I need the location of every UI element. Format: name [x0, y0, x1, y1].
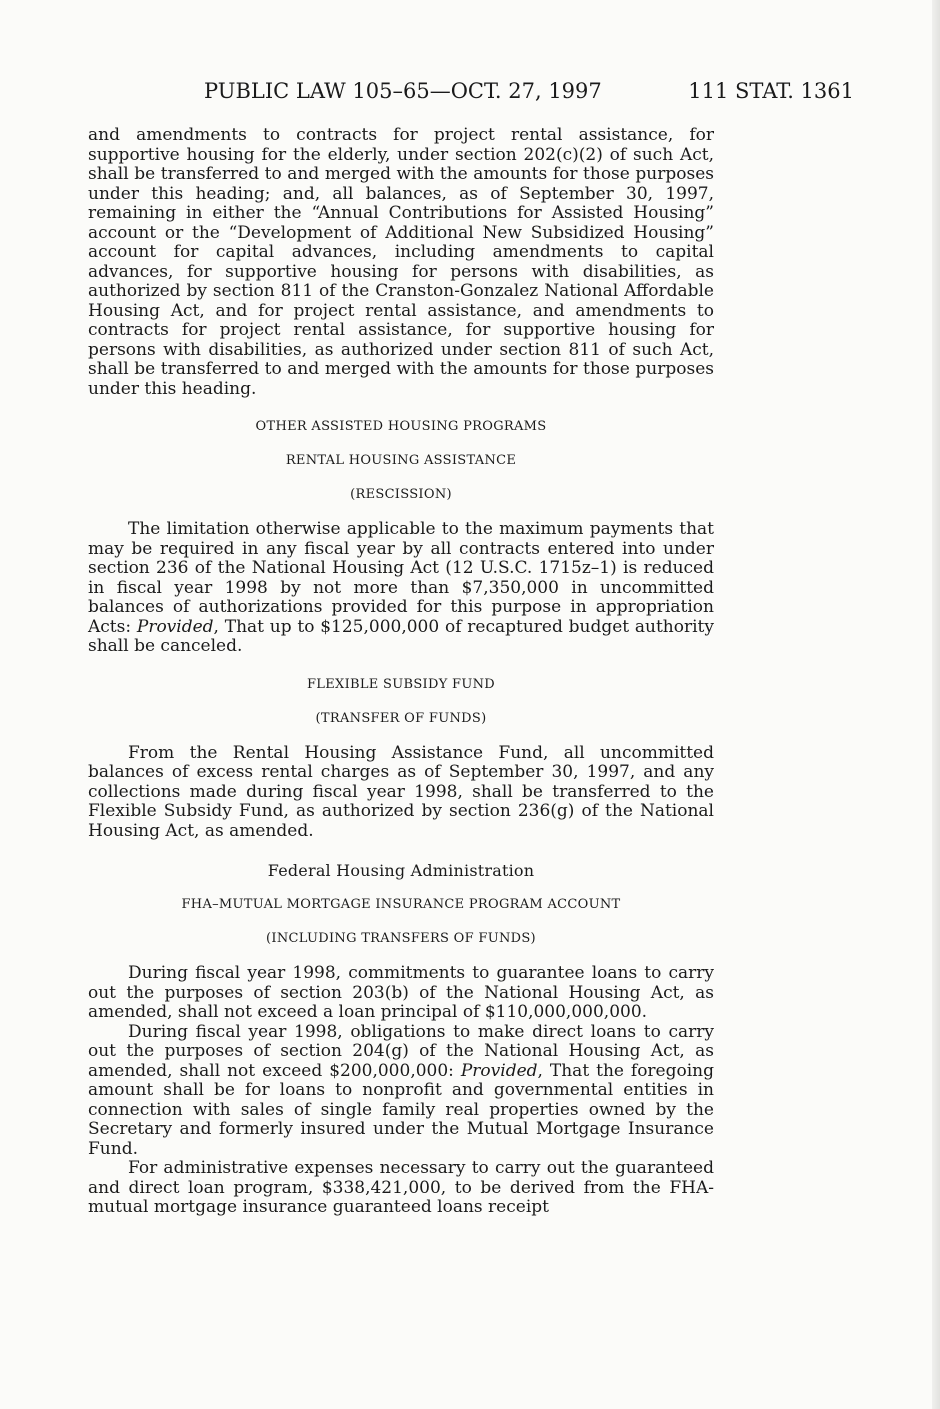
section-heading-fha-mmi: FHA–MUTUAL MORTGAGE INSURANCE PROGRAM ACCOUNT: [181, 897, 621, 912]
flexible-subsidy-paragraph: From the Rental Housing Assistance Fund, all uncommitted balances of excess rental charges as of September 30, 1997, and any collections made during fiscal year 1998, shall be transferred to the Flexible Subsidy Fund, as authorized by section 236(g) of the National Housing Act, as amended.: [88, 742, 714, 841]
proviso-term: Provided: [136, 616, 214, 637]
fha-p2-text-after: , That the foregoing amount shall be for loans to nonprofit and governmental entities in connection with sales of single family real properties owned by the Secretary and formerly insured under the Mutual Mortgage Insurance Fund.: [88, 1060, 715, 1159]
fha-paragraph-1: During fiscal year 1998, commitments to guarantee loans to carry out the purposes of section 203(b) of the National Housing Act, as amended, shall not exceed a loan principal of $110,000,000,000.: [88, 963, 714, 1022]
rescission-paragraph: [88, 520, 714, 657]
fha-paragraph-2: [88, 1023, 714, 1160]
subheading-rental-housing: RENTAL HOUSING ASSISTANCE: [285, 453, 517, 468]
scan-edge: [932, 0, 940, 1409]
transfer-note: (TRANSFER OF FUNDS): [315, 710, 487, 726]
statute-page-number: 111 STAT. 1361: [688, 79, 854, 103]
proviso-term: Provided: [460, 1060, 538, 1081]
fha-paragraph-3: For administrative expenses necessary to carry out the guaranteed and direct loan program, $338,421,000, to be derived from the FHA-mutual mortgage insurance guaranteed loans receipt: [88, 1158, 714, 1217]
document-body: [88, 126, 714, 1218]
fha-p2-text-before: During fiscal year 1998, obligations to make direct loans to carry out the purposes of section 204(g) of the National Housing Act, as amended, shall not exceed $200,000,000:: [88, 1021, 714, 1081]
rescission-text-after: , That up to $125,000,000 of recaptured budget authority shall be canceled.: [88, 616, 714, 656]
transfers-note: (INCLUDING TRANSFERS OF FUNDS): [266, 931, 536, 946]
agency-heading-fha: Federal Housing Administration: [267, 861, 535, 880]
continuation-paragraph: and amendments to contracts for project rental assistance, for supportive housing for the elderly, under section 202(c)(2) of such Act, shall be transferred to and merged with the amounts for those purposes under this heading; and, all balances, as of September 30, 1997, remaining in either the “Annual Contributions for Assisted Housing” account or the “Development of Additional New Subsidized Housing” account for capital advances, including amendments to capital advances, for supportive housing for persons with disabilities, as authorized by section 811 of the Cranston-Gonzalez National Affordable Housing Act, and for project rental assistance, and amendments to contracts for project rental assistance, for supportive housing for persons with disabilities, as authorized under section 811 of such Act, shall be transferred to and merged with the amounts for those purposes under this heading.: [88, 125, 714, 399]
section-heading-flexible-subsidy: FLEXIBLE SUBSIDY FUND: [306, 676, 495, 692]
rescission-text-before: The limitation otherwise applicable to the maximum payments that may be required in any fiscal year by all contracts entered into under section 236 of the National Housing Act (12 U.S.C. 1715z–1) is reduced in fiscal year 1998 by not more than $7,350,000 in uncommitted balances of authorizations provided for this purpose in appropriation Acts:: [88, 519, 714, 637]
section-heading-other-assisted: OTHER ASSISTED HOUSING PROGRAMS: [255, 419, 547, 434]
rescission-note: (RESCISSION): [350, 487, 452, 502]
public-law-citation: PUBLIC LAW 105–65—OCT. 27, 1997: [204, 79, 602, 103]
